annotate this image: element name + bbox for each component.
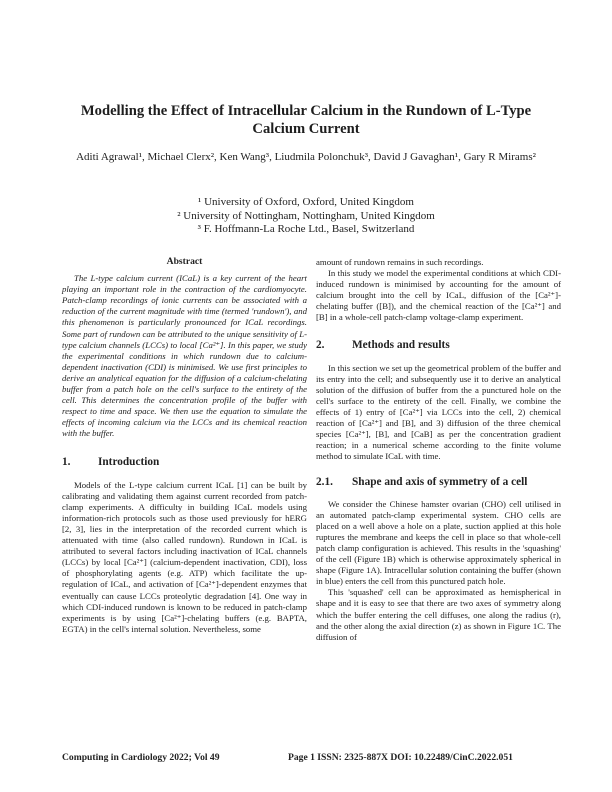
section-title: Shape and axis of symmetry of a cell — [352, 475, 528, 488]
study-paragraph: In this study we model the experimental conditions at which CDI-induced rundown is minimised by accounting for the amount of calcium brought into the cell by ICaL, diffusion of the [Ca²⁺]-chelating buffer ([B]), and the chemical reaction of the [Ca²⁺] and [B] in a whole-cell patch-clamp voltage-clamp experiment. — [316, 268, 561, 323]
abstract-heading: Abstract — [166, 256, 203, 267]
symmetry-paragraph: This 'squashed' cell can be approximated as hemispherical in shape and it is easy to see that there are two axes of symmetry along which the buffer entering the cell diffuses, one along the radius (r), and the other along the axial direction (z) as shown in Figure 1C. The diffusion of — [316, 587, 561, 642]
affiliation-2: ² University of Nottingham, Nottingham, United Kingdom — [177, 209, 435, 222]
cell-paragraph: We consider the Chinese hamster ovarian (CHO) cell utilised in an automated patch-clamp experimental system. CHO cells are placed on a well above a hole on a plate, suction applied at this hole ruptures the membrane and keeps the cell in place so that whole-cell patch clamp configuration is achieved. This results in the 'squashing' of the cell (Figure 1B) which is otherwise approximately spherical in shape (Figure 1A). Intracellular solution containing the buffer (shown in blue) enters the cell from this punctured patch hole. — [316, 498, 561, 587]
section-2-heading — [316, 340, 561, 351]
paper-title: Modelling the Effect of Intracellular Calcium in the Rundown of L-Type Calcium Current — [80, 103, 532, 137]
abstract-text: The L-type calcium current (ICaL) is a key current of the heart playing an important role in the contraction of the cardiomyocyte. Patch-clamp recordings of ionic currents can be associated with a reduction of the current magnitude with time (termed 'rundown'), and this phenomenon is particularly pronounced for ICaL recordings. Some part of rundown can be attributed to the unique sensitivity of L-type calcium channels (LCCs) to local [Ca²⁺]. In this paper, we study the experimental conditions in which rundown due to calcium-dependent inactivation (CDI) is minimised. We use first principles to derive an analytical equation for the diffusion of a calcium-chelating buffer from a patch hole on the cell's surface to the entirety of the cell. This determines the concentration profile of the buffer with respect to time and space. We then use the equation to simulate the effects of incoming calcium via the LCCs and its chemical reaction with the buffer. — [62, 273, 307, 439]
footer-journal: Computing in Cardiology 2022; Vol 49 — [62, 752, 220, 763]
section-number: 2.1. — [316, 475, 333, 488]
left-column — [62, 256, 307, 635]
section-1-heading — [62, 457, 307, 468]
affiliation-1: ¹ University of Oxford, Oxford, United Kingdom — [198, 196, 414, 208]
footer-page-info: Page 1 ISSN: 2325-887X DOI: 10.22489/CinC.2022.051 — [288, 752, 513, 763]
section-number: 1. — [62, 455, 71, 468]
author-list: Aditi Agrawal¹, Michael Clerx², Ken Wang³, Liudmila Polonchuk³, David J Gavaghan¹, Gary R Mirams² — [76, 151, 536, 163]
section-2-1-heading — [316, 477, 561, 488]
section-title: Introduction — [98, 455, 160, 468]
affiliations — [60, 196, 552, 237]
intro-paragraph: Models of the L-type calcium current ICaL [1] can be built by calibrating and validating them against current recorded from patch-clamp experiments. A difficulty in building ICaL models using information-rich protocols such as those used previously for hERG [2, 3], lies in the interpretation of the recorded current which is attenuated with time (also called rundown). Rundown in ICaL is attributed to several factors including inactivation of ICaL channels (LCCs) by local [Ca²⁺] (calcium-dependent inactivation, CDI), loss of phosphorylating agents (e.g. ATP) which facilitate the up-regulation of ICaL, and activation of [Ca²⁺]-dependent enzymes that eventually can cause LCCs proteolytic degradation [4]. One way in which CDI-induced rundown is known to be reduced in patch-clamp experiments is by using [Ca²⁺]-chelating buffers (e.g. BAPTA, EGTA) in the cell's internal solution. Nevertheless, some — [62, 479, 307, 634]
section-number: 2. — [316, 338, 325, 351]
paragraph-continued: amount of rundown remains in such recordings. — [316, 257, 484, 267]
affiliation-3: ³ F. Hoffmann-La Roche Ltd., Basel, Switzerland — [197, 223, 415, 235]
methods-paragraph: In this section we set up the geometrical problem of the buffer and its entry into the cell; and subsequently use it to derive an analytical solution of the diffusion of buffer from the a punctured hole on the cell's surface to the entirety of the cell. Finally, we combine the effects of 1) entry of [Ca²⁺] via LCCs into the cell, 2) chemical reaction of [Ca²⁺] and [B], and 3) diffusion of the three chemical species [Ca²⁺], [B], and [CaB] as per the concentration gradient reaction; in a numerical scheme according to the finite volume method to simulate ICaL with time. — [316, 362, 561, 462]
right-column — [316, 257, 561, 643]
section-title: Methods and results — [352, 338, 450, 351]
